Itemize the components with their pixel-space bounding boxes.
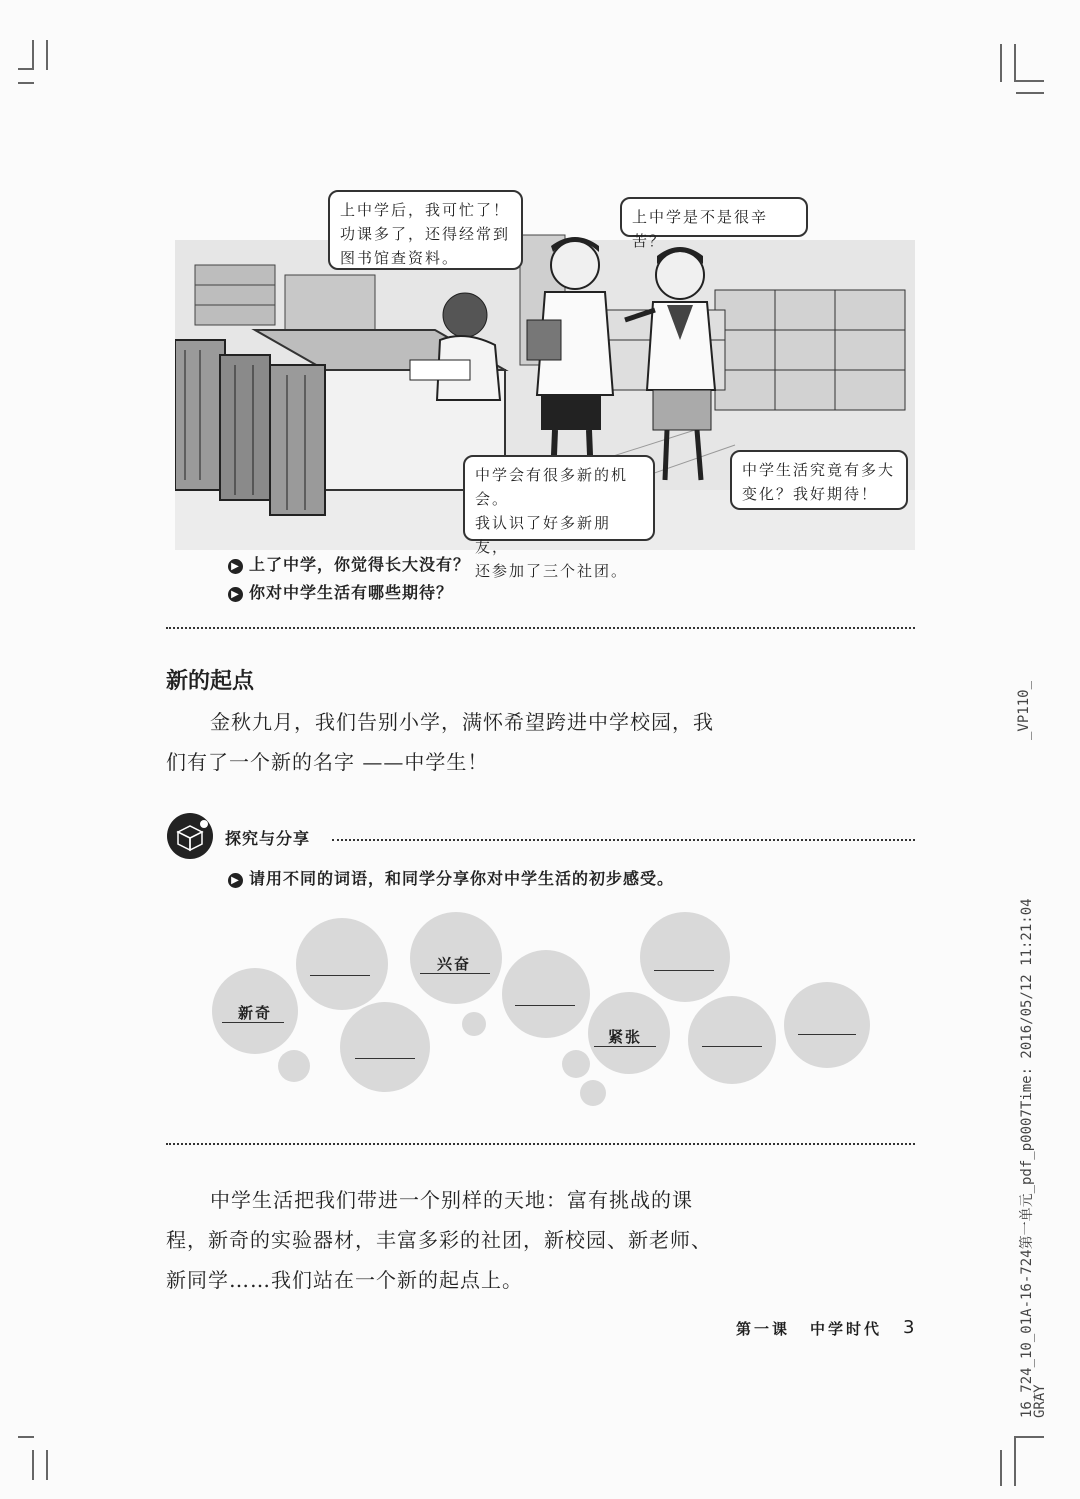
crop-mark — [32, 1450, 34, 1480]
speech-bubble-expect — [730, 450, 908, 510]
paragraph-line: 中学生活把我们带进一个别样的天地：富有挑战的课 — [210, 1188, 693, 1212]
word-bubble — [296, 918, 388, 1010]
crop-mark — [18, 68, 34, 70]
small-bubble — [562, 1050, 590, 1078]
word-excited: 兴奋 — [436, 955, 471, 973]
word-bubble — [340, 1002, 430, 1092]
answer-blank[interactable] — [355, 1058, 415, 1059]
page-number: 3 — [903, 1317, 915, 1338]
answer-blank[interactable] — [310, 975, 370, 976]
footer-lesson: 第一课 — [736, 1320, 791, 1338]
paragraph-line: 新同学……我们站在一个新的起点上。 — [166, 1268, 523, 1292]
divider — [166, 1143, 915, 1145]
crop-mark — [1014, 1436, 1044, 1438]
word-bubble — [502, 950, 590, 1038]
margin-vp-code: _VP110_ — [1016, 680, 1032, 740]
crop-mark — [1014, 44, 1016, 82]
word-underline — [222, 1022, 284, 1023]
bubble-line: 中学会有很多新的机会。 — [475, 466, 629, 508]
bubble-line: 我认识了好多新朋友， — [475, 514, 612, 556]
bubble-line: 功课多了，还得经常到 — [340, 225, 511, 243]
word-nervous: 紧张 — [607, 1028, 642, 1046]
word-novel: 新奇 — [237, 1004, 272, 1022]
question-text: 上了中学，你觉得长大没有？ — [249, 555, 471, 574]
divider — [166, 627, 915, 629]
paragraph-line: 们有了一个新的名字 ——中学生！ — [166, 750, 489, 774]
question-2 — [228, 580, 453, 603]
crop-mark — [18, 1436, 34, 1438]
crop-mark — [18, 82, 34, 84]
answer-blank[interactable] — [515, 1005, 575, 1006]
bubble-line: 还参加了三个社团。 — [475, 562, 629, 580]
arrow-bullet-icon: ▶ — [228, 587, 243, 602]
answer-blank[interactable] — [702, 1046, 762, 1047]
answer-blank[interactable] — [798, 1034, 856, 1035]
activity-label: 探究与分享 — [225, 829, 311, 848]
speech-bubble-hard — [620, 197, 808, 250]
bubble-line: 上中学后，我可忙了！ — [340, 201, 511, 219]
word-underline — [594, 1046, 656, 1047]
paragraph-line: 金秋九月，我们告别小学，满怀希望跨进中学校园，我 — [210, 710, 714, 734]
word-bubble — [640, 912, 730, 1002]
crop-mark — [46, 40, 48, 70]
closing-paragraph — [166, 1180, 766, 1300]
explore-share-icon — [166, 812, 214, 860]
section-title: 新的起点 — [166, 669, 255, 694]
arrow-bullet-icon: ▶ — [228, 559, 243, 574]
small-bubble — [462, 1012, 486, 1036]
speech-bubble-busy — [328, 190, 523, 270]
small-bubble — [580, 1080, 606, 1106]
question-text: 你对中学生活有哪些期待？ — [249, 583, 454, 602]
crop-mark — [1000, 44, 1002, 82]
footer-title: 中学时代 — [810, 1320, 883, 1338]
crop-mark — [1000, 1450, 1002, 1486]
divider — [332, 839, 915, 841]
crop-mark — [32, 40, 34, 70]
section-paragraph — [166, 702, 766, 782]
bubble-line: 中学生活究竟有多大 — [742, 461, 896, 479]
margin-gray-label: GRAY — [1032, 1384, 1048, 1418]
paragraph-line: 程，新奇的实验器材，丰富多彩的社团，新校园、新老师、 — [166, 1228, 712, 1252]
bubble-line: 图书馆查资料。 — [340, 249, 460, 267]
activity-prompt — [228, 866, 674, 889]
prompt-text: 请用不同的词语，和同学分享你对中学生活的初步感受。 — [249, 869, 675, 888]
small-bubble — [278, 1050, 310, 1082]
word-bubble — [784, 982, 870, 1068]
question-1 — [228, 552, 470, 575]
answer-blank[interactable] — [654, 970, 714, 971]
crop-mark — [1014, 1436, 1016, 1486]
crop-mark — [46, 1450, 48, 1480]
word-underline — [420, 973, 490, 974]
crop-mark — [1014, 80, 1044, 82]
arrow-bullet-icon: ▶ — [228, 873, 243, 888]
crop-mark — [1016, 92, 1044, 94]
word-bubble — [688, 996, 776, 1084]
speech-bubble-opportunities — [463, 455, 655, 580]
bubble-line: 上中学是不是很辛苦？ — [632, 208, 769, 250]
margin-print-info: 16_724_10_01A-16-724第一单元_pdf_p0007Time: 2016/05/12 11:21:04 — [1019, 898, 1035, 1418]
bubble-line: 变化？我好期待！ — [742, 485, 879, 503]
